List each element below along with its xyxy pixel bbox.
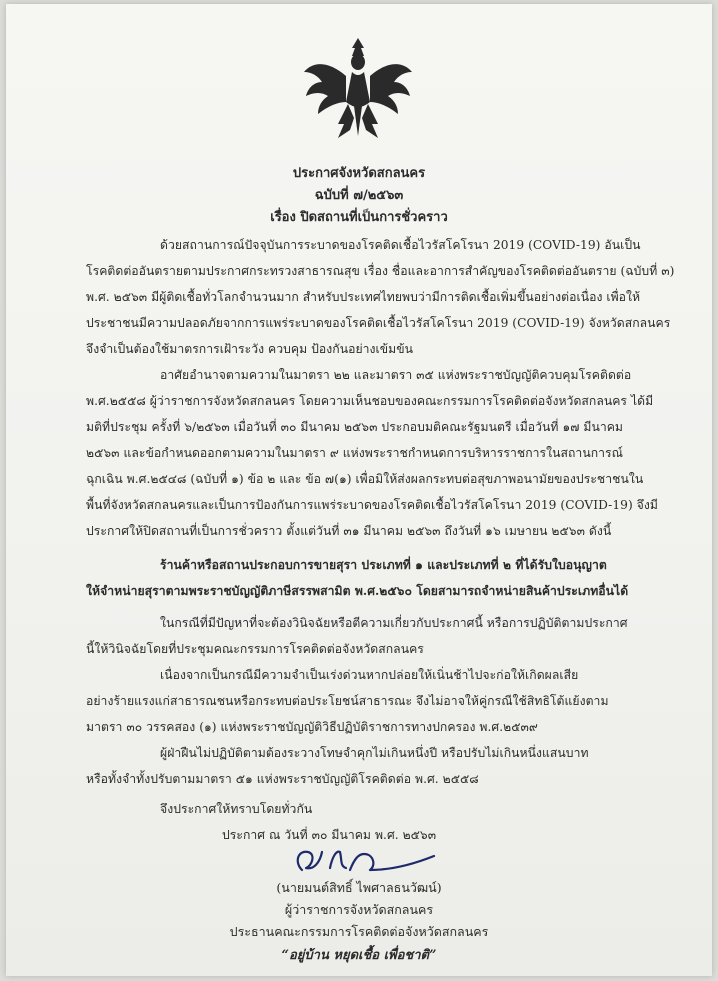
- garuda-emblem-icon: [300, 32, 416, 148]
- paragraph-2-line: พื้นที่จังหวัดสกลนครและเป็นการป้องกันการแพร่ระบาดของโรคติดเชื้อไวรัสโคโรนา 2019 (COVID-19) จึงมี: [86, 498, 658, 512]
- paragraph-1-line: ด้วยสถานการณ์ปัจจุบันการระบาดของโรคติดเชื้อไวรัสโคโรนา 2019 (COVID-19) อันเป็น: [160, 238, 641, 252]
- paragraph-1-line: จึงจำเป็นต้องใช้มาตรการเฝ้าระวัง ควบคุม ป้องกันอย่างเข้มข้น: [86, 342, 413, 356]
- shop-closure-item: ร้านค้าหรือสถานประกอบการขายสุรา ประเภทที่ ๑ และประเภทที่ ๒ ที่ได้รับใบอนุญาต: [160, 558, 607, 572]
- announcement-number: ฉบับที่ ๗/๒๕๖๓: [314, 188, 404, 203]
- paragraph-1-line: พ.ศ. ๒๕๖๓ มีผู้ติดเชื้อทั่วโลกจำนวนมาก สำหรับประเทศไทยพบว่ามีการติดเชื้อเพิ่มขึ้นอย่างต่อเนื่อง เพื่อให้: [86, 290, 641, 304]
- signatory-committee: ประธานคณะกรรมการโรคติดต่อจังหวัดสกลนคร: [229, 924, 489, 939]
- signatory-position: ผู้ว่าราชการจังหวัดสกลนคร: [284, 902, 434, 917]
- paragraph-5-line: เนื่องจากเป็นกรณีมีความจำเป็นเร่งด่วนหากปล่อยให้เนิ่นช้าไปจะก่อให้เกิดผลเสีย: [160, 668, 579, 682]
- paragraph-6-line: ผู้ฝ่าฝืนไม่ปฏิบัติตามต้องระวางโทษจำคุกไม่เกินหนึ่งปี หรือปรับไม่เกินหนึ่งแสนบาท: [160, 746, 589, 760]
- handwritten-signature: [284, 840, 444, 880]
- paragraph-5-line: มาตรา ๓๐ วรรคสอง (๑) แห่งพระราชบัญญัติวิธีปฏิบัติราชการทางปกครอง พ.ศ.๒๕๓๙: [86, 720, 538, 734]
- closing-statement: จึงประกาศให้ทราบโดยทั่วกัน: [160, 802, 313, 816]
- paragraph-6-line: หรือทั้งจำทั้งปรับตามมาตรา ๕๑ แห่งพระราชบัญญัติโรคติดต่อ พ.ศ. ๒๕๕๘: [86, 772, 479, 786]
- announcement-date: ประกาศ ณ วันที่ ๓๐ มีนาคม พ.ศ. ๒๕๖๓: [222, 828, 437, 842]
- paragraph-1-line: ประชาชนมีความปลอดภัยจากการแพร่ระบาดของโรคติดเชื้อไวรัสโคโรนา 2019 (COVID-19) จังหวัดสกลนคร: [86, 316, 671, 330]
- announcement-title: ประกาศจังหวัดสกลนคร: [292, 166, 426, 181]
- campaign-motto: “อยู่บ้าน หยุดเชื้อ เพื่อชาติ”: [281, 948, 437, 963]
- shop-closure-item: ให้จำหน่ายสุราตามพระราชบัญญัติภาษีสรรพสามิต พ.ศ.๒๕๖๐ โดยสามารถจำหน่ายสินค้าประเภทอื่นได้: [86, 584, 629, 598]
- paragraph-2-line: พ.ศ.๒๕๕๘ ผู้ว่าราชการจังหวัดสกลนคร โดยความเห็นชอบของคณะกรรมการโรคติดต่อจังหวัดสกลนคร ได้มี: [86, 394, 654, 408]
- paragraph-4-line: ในกรณีที่มีปัญหาที่จะต้องวินิจฉัยหรือตีความเกี่ยวกับประกาศนี้ หรือการปฏิบัติตามประกาศ: [160, 616, 628, 630]
- paragraph-2-line: อาศัยอำนาจตามความในมาตรา ๒๒ และมาตรา ๓๕ แห่งพระราชบัญญัติควบคุมโรคติดต่อ: [160, 368, 632, 382]
- paragraph-5-line: อย่างร้ายแรงแก่สาธารณชนหรือกระทบต่อประโยชน์สาธารณะ จึงไม่อาจให้คู่กรณีใช้สิทธิโต้แย้งตาม: [86, 694, 609, 708]
- paragraph-2-line: ฉุกเฉิน พ.ศ.๒๕๔๘ (ฉบับที่ ๑) ข้อ ๒ และ ข้อ ๗(๑) เพื่อมิให้ส่งผลกระทบต่อสุขภาพอนามัยของประชาชนใน: [86, 472, 644, 486]
- paragraph-4-line: นี้ให้วินิจฉัยโดยที่ประชุมคณะกรรมการโรคติดต่อจังหวัดสกลนคร: [86, 642, 424, 656]
- paragraph-2-line: ๒๕๖๓ และข้อกำหนดออกตามความในมาตรา ๙ แห่งพระราชกำหนดการบริหารราชการในสถานการณ์: [86, 446, 623, 460]
- paragraph-2-line: ประกาศให้ปิดสถานที่เป็นการชั่วคราว ตั้งแต่วันที่ ๓๑ มีนาคม ๒๕๖๓ ถึงวันที่ ๑๖ เมษายน ๒๕๖๓ ดังนี้: [86, 524, 612, 538]
- paragraph-2-line: มติที่ประชุม ครั้งที่ ๖/๒๕๖๓ เมื่อวันที่ ๓๐ มีนาคม ๒๕๖๓ ประกอบมติคณะรัฐมนตรี เมื่อวันที่ ๑๗ มีนาคม: [86, 420, 624, 434]
- paragraph-1-line: โรคติดต่ออันตรายตามประกาศกระทรวงสาธารณสุข เรื่อง ชื่อและอาการสำคัญของโรคติดต่ออันตราย (ฉบับที่ ๓): [86, 264, 675, 278]
- signatory-name: (นายมนต์สิทธิ์ ไพศาลธนวัฒน์): [276, 880, 442, 895]
- announcement-subject: เรื่อง ปิดสถานที่เป็นการชั่วคราว: [270, 210, 448, 225]
